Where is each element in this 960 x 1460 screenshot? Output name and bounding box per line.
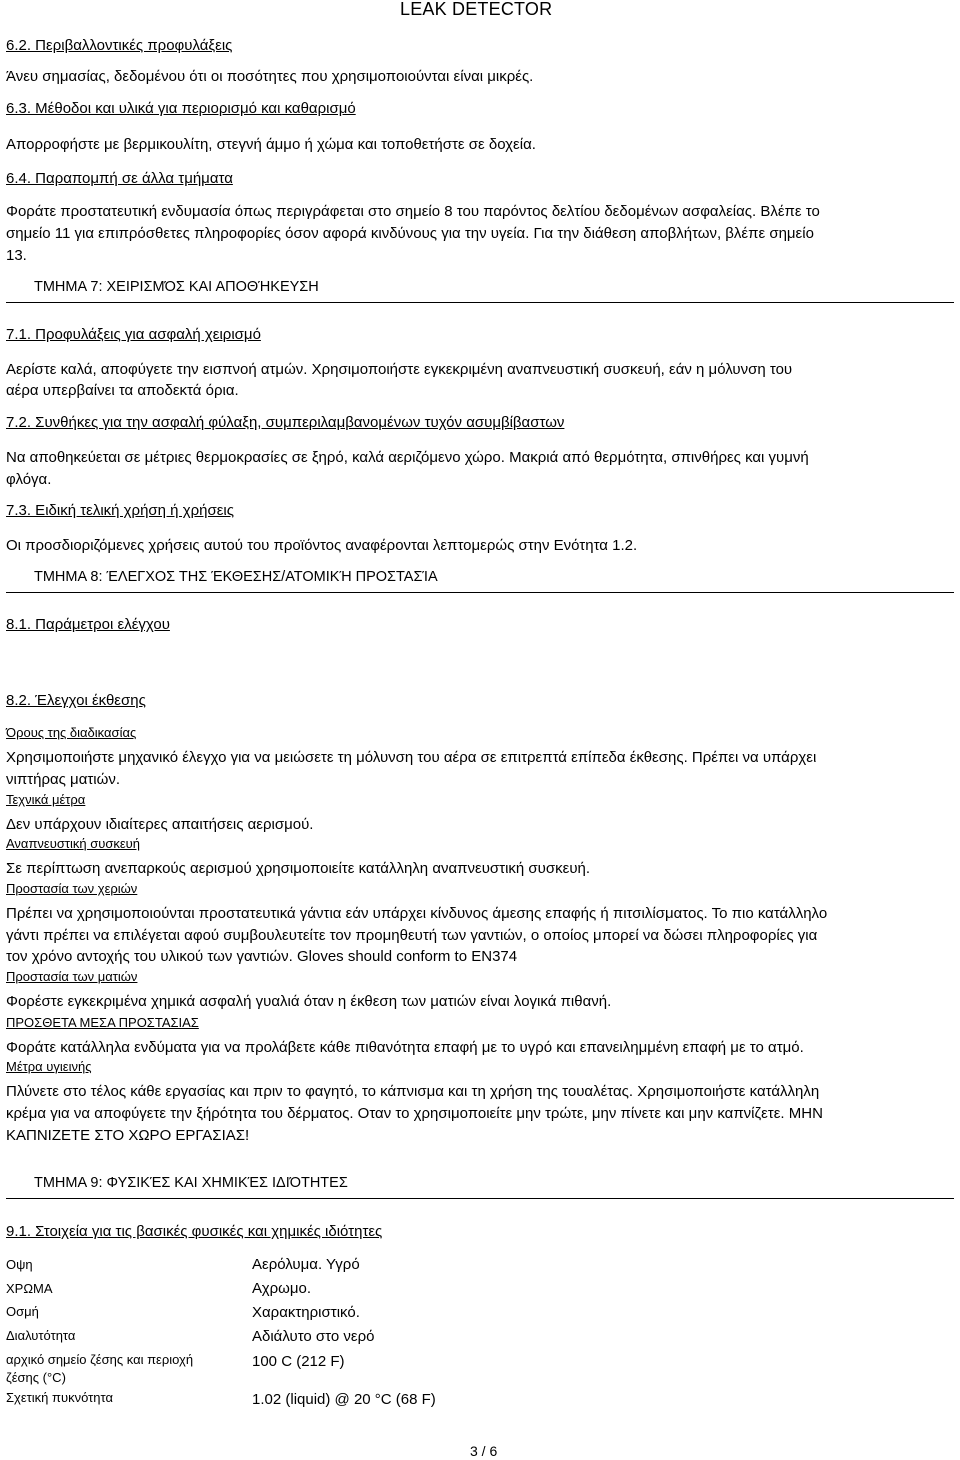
section-divider xyxy=(6,592,954,593)
text-7-2-line: Να αποθηκεύεται σε μέτριες θερμοκρασίες σε ξηρό, καλά αεριζόμενο χώρο. Μακριά από θερμότητα, σπινθήρες και γυμνή xyxy=(6,449,809,466)
label-eye-protection: Προστασία των ματιών xyxy=(6,969,138,984)
heading-8-1: 8.1. Παράμετροι ελέγχου xyxy=(6,616,170,633)
heading-7-1: 7.1. Προφυλάξεις για ασφαλή χειρισμό xyxy=(6,326,261,343)
section-divider xyxy=(6,1198,954,1199)
text-6-4-line: Φοράτε προστατευτική ενδυμασία όπως περιγράφεται στο σημείο 8 του παρόντος δελτίου δεδομένων ασφαλείας. Βλέπε το xyxy=(6,203,820,220)
text-7-3: Οι προσδιοριζόμενες χρήσεις αυτού του προϊόντος αναφέρονται λεπτομερώς στην Ενότητα 1.2. xyxy=(6,537,638,554)
text-respiratory: Σε περίπτωση ανεπαρκούς αερισμού χρησιμοποιείτε κατάλληλη αναπνευστική συσκευή. xyxy=(6,860,591,877)
property-label: ΧΡΩΜΑ xyxy=(6,1281,53,1296)
property-value: Χαρακτηριστικό. xyxy=(252,1304,360,1321)
text-technical-measures: Δεν υπάρχουν ιδιαίτερες απαιτήσεις αερισμού. xyxy=(6,816,314,833)
text-7-1-line: Αερίστε καλά, αποφύγετε την εισπνοή ατμών. Χρησιμοποιήστε εγκεκριμένη αναπνευστική συσκευή, εάν η μόλυνση του xyxy=(6,361,793,378)
text-hand-line: Πρέπει να χρησιμοποιούνται προστατευτικά γάντια εάν υπάρχει κίνδυνος άμεσης επαφής ή πιτσιλίσματος. Το πιο κατάλληλο xyxy=(6,905,828,922)
text-6-4-line: σημείο 11 για επιπρόσθετες πληροφορίες όσον αφορά κινδύνους για την υγεία. Για την διάθεση αποβλήτων, βλέπε σημείο xyxy=(6,225,814,242)
text-6-2: Άνευ σημασίας, δεδομένου ότι οι ποσότητες που χρησιμοποιούνται είναι μικρές. xyxy=(6,68,534,85)
property-label: Οψη xyxy=(6,1257,33,1272)
heading-6-2: 6.2. Περιβαλλοντικές προφυλάξεις xyxy=(6,37,233,54)
text-7-1-line: αέρα υπερβαίνει τα αποδεκτά όρια. xyxy=(6,382,239,399)
label-technical-measures: Τεχνικά μέτρα xyxy=(6,792,86,807)
property-label: Σχετική πυκνότητα xyxy=(6,1390,113,1405)
label-respiratory: Αναπνευστική συσκευή xyxy=(6,836,141,851)
property-label: Διαλυτότητα xyxy=(6,1328,76,1343)
property-label: Οσμή xyxy=(6,1304,39,1319)
label-hand-protection: Προστασία των χεριών xyxy=(6,881,138,896)
section-7-title: ΤΜΗΜΑ 7: ΧΕΙΡΙΣΜΌΣ ΚΑΙ ΑΠΟΘΉΚΕΥΣΗ xyxy=(34,279,319,295)
text-hygiene-line: ΚΑΠΝΙΖΕΤΕ ΣΤΟ ΧΩΡΟ ΕΡΓΑΣΙΑΣ! xyxy=(6,1127,250,1144)
heading-7-3: 7.3. Ειδική τελική χρήση ή χρήσεις xyxy=(6,502,234,519)
text-hand-line: τον χρόνο αντοχής του υλικού των γαντιών. Gloves should conform to EN374 xyxy=(6,948,518,965)
text-hygiene-line: Πλύνετε στο τέλος κάθε εργασίας και πριν το φαγητό, το κάπνισμα και τη χρήση της τουαλέτας. Χρησιμοποιήστε κατάλληλη xyxy=(6,1083,820,1100)
text-eye-protection: Φορέστε εγκεκριμένα χημικά ασφαλή γυαλιά όταν η έκθεση των ματιών είναι λογικά πιθανή. xyxy=(6,993,612,1010)
text-hand-line: γάντι πρέπει να επιλέγεται αφού συμβουλευτείτε τον προμηθευτή των γαντιών, ο οποίος μπορεί να δώσει πληροφορίες για xyxy=(6,927,818,944)
property-value: Αχρωμο. xyxy=(252,1280,312,1297)
text-7-2-line: φλόγα. xyxy=(6,471,52,488)
document-header-product: LEAK DETECTOR xyxy=(400,0,553,19)
section-8-title: ΤΜΗΜΑ 8: ΈΛΕΓΧΟΣ ΤΗΣ ΈΚΘΕΣΗΣ/ΑΤΟΜΙΚΉ ΠΡΟΣΤΑΣΊΑ xyxy=(34,569,438,585)
heading-8-2: 8.2. Έλεγχοι έκθεσης xyxy=(6,692,146,709)
text-6-3: Απορροφήστε με βερμικουλίτη, στεγνή άμμο ή χώμα και τοποθετήστε σε δοχεία. xyxy=(6,136,536,153)
heading-6-3: 6.3. Μέθοδοι και υλικά για περιορισμό και καθαρισμό xyxy=(6,100,356,117)
label-process-conditions: Όρους της διαδικασίας xyxy=(6,725,137,740)
heading-6-4: 6.4. Παραπομπή σε άλλα τμήματα xyxy=(6,170,233,187)
property-label: αρχικό σημείο ζέσης και περιοχή xyxy=(6,1352,194,1367)
text-hygiene-line: κρέμα για να αποφύγετε την ξήρότητα του δέρματος. Οταν το χρησιμοποιείτε μην τρώτε, μην πίνετε και μην καπνίζετε. ΜΗΝ xyxy=(6,1105,823,1122)
heading-7-2: 7.2. Συνθήκες για την ασφαλή φύλαξη, συμπεριλαμβανομένων τυχόν ασυμβίβαστων xyxy=(6,414,565,431)
property-label-cont: ζέσης (°C) xyxy=(6,1370,66,1385)
heading-9-1: 9.1. Στοιχεία για τις βασικές φυσικές και χημικές ιδιότητες xyxy=(6,1223,383,1240)
property-value: 100 C (212 F) xyxy=(252,1353,345,1370)
text-process-line: νιπτήρας ματιών. xyxy=(6,771,121,788)
text-process-line: Χρησιμοποιήστε μηχανικό έλεγχο για να μειώσετε τη μόλυνση του αέρα σε επιτρεπτά επίπεδα έκθεσης. Πρέπει να υπάρχει xyxy=(6,749,817,766)
page-number: 3 / 6 xyxy=(470,1443,498,1459)
section-9-title: ΤΜΗΜΑ 9: ΦΥΣΙΚΈΣ ΚΑΙ ΧΗΜΙΚΈΣ ΙΔΙΌΤΗΤΕΣ xyxy=(34,1175,348,1191)
text-6-4-line: 13. xyxy=(6,247,27,264)
section-divider xyxy=(6,302,954,303)
label-hygiene: Μέτρα υγιεινής xyxy=(6,1059,92,1074)
text-extra-protection: Φοράτε κατάλληλα ενδύματα για να προλάβετε κάθε πιθανότητα επαφή με το υγρό και επανειλημμένη επαφή με το ατμό. xyxy=(6,1039,804,1056)
label-extra-protection: ΠΡΟΣΘΕΤΑ ΜΕΣΑ ΠΡΟΣΤΑΣΙΑΣ xyxy=(6,1015,199,1030)
property-value: Αδιάλυτο στο νερό xyxy=(252,1328,375,1345)
property-value: Αερόλυμα. Υγρό xyxy=(252,1256,360,1273)
property-value: 1.02 (liquid) @ 20 °C (68 F) xyxy=(252,1391,436,1408)
